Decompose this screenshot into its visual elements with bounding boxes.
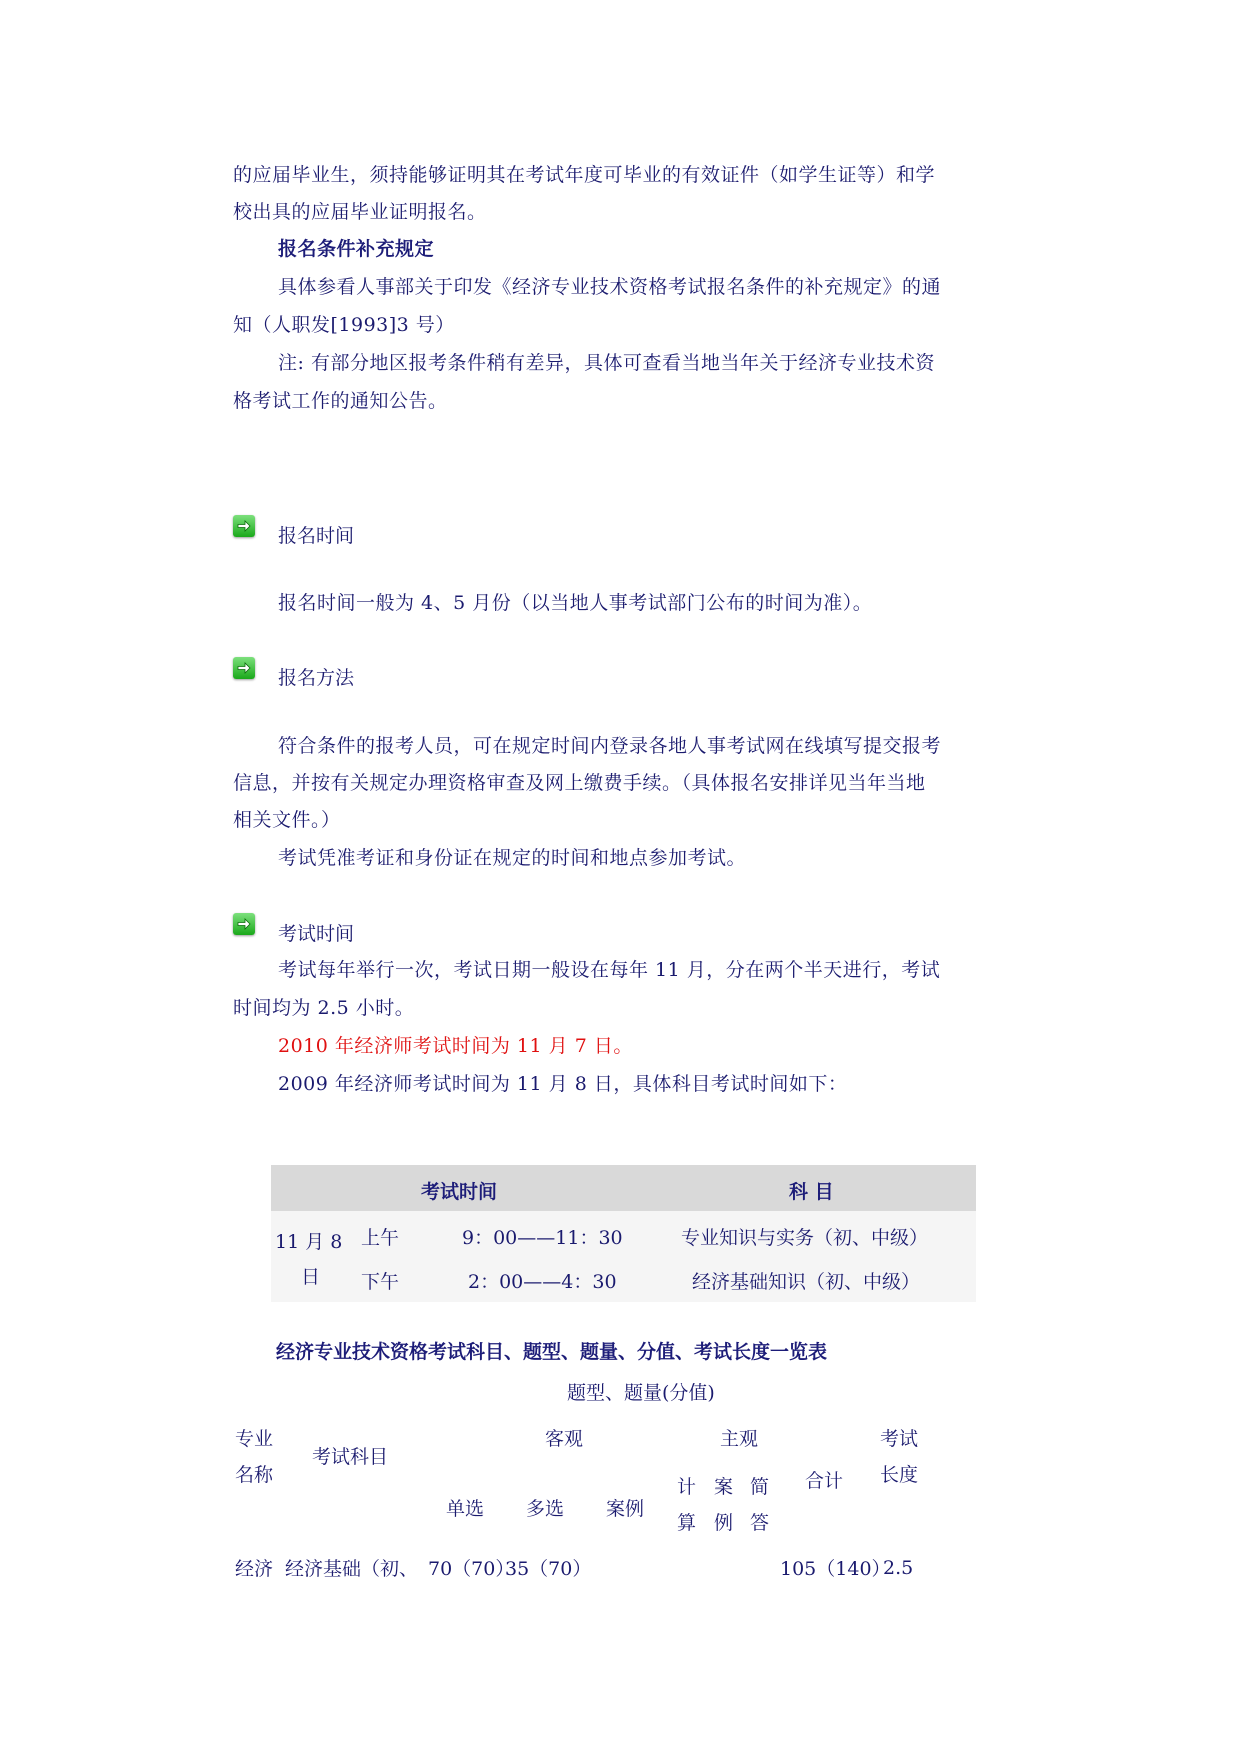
- header-length: 长度: [880, 1464, 919, 1486]
- paragraph-line: 信息，并按有关规定办理资格审查及网上缴费手续。（具体报名安排详见当年当地: [233, 772, 926, 794]
- header-subject: 考试科目: [312, 1446, 389, 1468]
- paragraph-line: 的应届毕业生，须持能够证明其在考试年度可毕业的有效证件（如学生证等）和学: [233, 164, 936, 186]
- header-length: 考试: [880, 1428, 919, 1450]
- cell-major: 经济: [235, 1558, 274, 1580]
- header-total: 合计: [805, 1470, 844, 1492]
- paragraph-line: 时间均为 2.5 小时。: [233, 997, 415, 1019]
- cell-single: 70（70）: [428, 1558, 515, 1580]
- paragraph-line: 符合条件的报考人员，可在规定时间内登录各地人事考试网在线填写提交报考: [278, 735, 942, 757]
- header-single: 单选: [446, 1498, 485, 1520]
- schedule-time: 2：00——4：30: [468, 1271, 617, 1293]
- highlight-exam-date: 2010 年经济师考试时间为 11 月 7 日。: [278, 1035, 633, 1057]
- header-subjective: 主观: [720, 1428, 759, 1450]
- schedule-header-row: [271, 1165, 976, 1211]
- section-title-registration-time: 报名时间: [278, 525, 355, 547]
- paragraph-line: 知（人职发[1993]3 号）: [233, 314, 455, 336]
- schedule-time: 9：00——11：30: [462, 1227, 623, 1249]
- green-arrow-icon: [233, 657, 255, 679]
- paragraph-line: 考试每年举行一次，考试日期一般设在每年 11 月，分在两个半天进行，考试: [278, 959, 941, 981]
- schedule-header-time: 考试时间: [421, 1181, 498, 1203]
- green-arrow-icon: [233, 515, 255, 537]
- schedule-header-subject: 科 目: [789, 1181, 834, 1203]
- section-title-registration-method: 报名方法: [278, 667, 355, 689]
- paragraph-line: 报名时间一般为 4、5 月份（以当地人事考试部门公布的时间为准）。: [278, 592, 873, 614]
- overview-title: 经济专业技术资格考试科目、题型、题量、分值、考试长度一览表: [276, 1341, 828, 1363]
- cell-total: 105（140）: [780, 1558, 891, 1580]
- header-case: 案例: [606, 1498, 645, 1520]
- paragraph-line: 格考试工作的通知公告。: [233, 390, 448, 412]
- schedule-period: 下午: [361, 1271, 400, 1293]
- section-title-exam-time: 考试时间: [278, 923, 355, 945]
- schedule-period: 上午: [361, 1227, 400, 1249]
- paragraph-line: 考试凭准考证和身份证在规定的时间和地点参加考试。: [278, 847, 747, 869]
- paragraph-line: 具体参看人事部关于印发《经济专业技术资格考试报名条件的补充规定》的通: [278, 276, 942, 298]
- cell-multi: 35（70）: [505, 1558, 592, 1580]
- green-arrow-icon: [233, 913, 255, 935]
- header-multi: 多选: [526, 1498, 565, 1520]
- header-brief: 答: [750, 1512, 770, 1534]
- header-brief: 简: [750, 1476, 770, 1498]
- header-calc: 计: [677, 1476, 697, 1498]
- schedule-date: 11 月 8: [275, 1231, 343, 1253]
- header-major: 专业: [235, 1428, 274, 1450]
- cell-length: 2.5: [883, 1557, 914, 1579]
- schedule-subject: 经济基础知识（初、中级）: [692, 1271, 921, 1293]
- overview-subtitle: 题型、题量(分值): [567, 1382, 715, 1404]
- paragraph-line: 注: 有部分地区报考条件稍有差异，具体可查看当地当年关于经济专业技术资: [278, 352, 935, 374]
- section-heading-supplement: 报名条件补充规定: [278, 238, 435, 260]
- header-calc: 算: [677, 1512, 697, 1534]
- schedule-subject: 专业知识与实务（初、中级）: [681, 1227, 929, 1249]
- cell-subject: 经济基础（初、: [285, 1558, 419, 1580]
- schedule-table: [271, 1165, 976, 1302]
- header-case-analysis: 例: [714, 1512, 734, 1534]
- paragraph-line: 相关文件。）: [233, 809, 341, 831]
- header-objective: 客观: [545, 1428, 584, 1450]
- header-case-analysis: 案: [714, 1476, 734, 1498]
- schedule-date: 日: [301, 1266, 321, 1288]
- paragraph-line: 校出具的应届毕业证明报名。: [233, 201, 487, 223]
- paragraph-line: 2009 年经济师考试时间为 11 月 8 日，具体科目考试时间如下：: [278, 1073, 848, 1095]
- header-major: 名称: [235, 1464, 274, 1486]
